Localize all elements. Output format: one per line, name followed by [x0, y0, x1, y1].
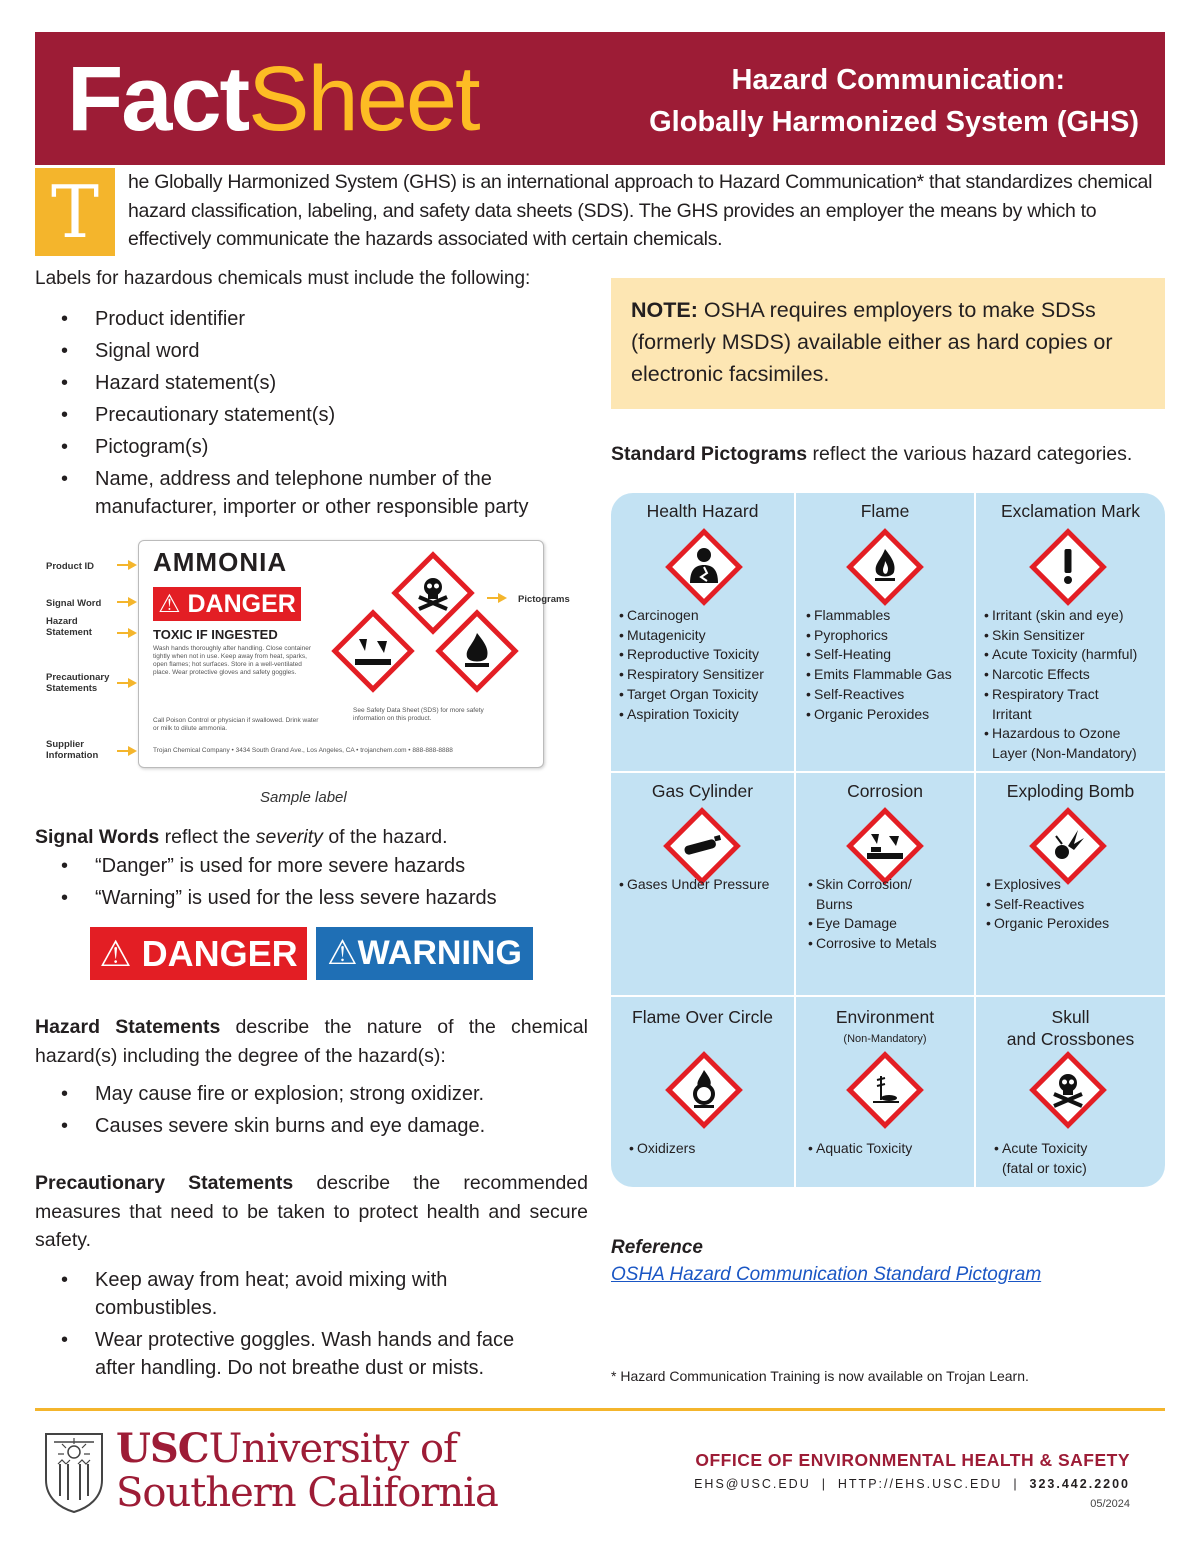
note-box	[611, 278, 1165, 409]
cell-subtitle: (Non-Mandatory)	[843, 1033, 927, 1045]
sample-label-figure	[40, 538, 570, 768]
skull-crossbones-icon	[1028, 1050, 1108, 1130]
callout-arrow	[128, 560, 137, 570]
exploding-bomb-icon	[1028, 806, 1108, 886]
list-item: • Skin Corrosion/	[808, 875, 937, 895]
list-item: • Carcinogen	[619, 606, 764, 626]
cell-list	[986, 875, 1109, 934]
usc-name: University of	[208, 1426, 457, 1472]
label-first-aid: Call Poison Control or physician if swallowed. Drink water or milk to dilute ammonia.	[153, 717, 319, 732]
usc-seal-icon	[40, 1430, 108, 1514]
list-item: • Aquatic Toxicity	[808, 1139, 912, 1159]
list-item: • Product identifier	[35, 305, 595, 333]
pictograms-heading	[611, 443, 1132, 466]
callout-arrow	[128, 678, 137, 688]
sample-label-card	[138, 540, 544, 768]
warning-text: WARNING	[357, 934, 522, 972]
office-name: OFFICE OF ENVIRONMENTAL HEALTH & SAFETY	[695, 1450, 1130, 1470]
heading-text: reflect the	[159, 826, 256, 848]
cell-list	[619, 875, 769, 895]
callout-pictograms: Pictograms	[518, 594, 570, 605]
hazard-statements-list	[35, 1080, 595, 1144]
page-title-line2: Globally Harmonized System (GHS)	[649, 106, 1139, 138]
intro-paragraph: he Globally Harmonized System (GHS) is an international approach to Hazard Communication* that standardizes chemical hazard classification, labeling, and safety data sheets (SDS). The GHS provides an employer the means by which to effectively communicate the hazards associated with certain chemicals.	[128, 171, 1153, 250]
cell-title: Exploding Bomb	[1006, 781, 1135, 801]
list-item: • Self-Heating	[806, 645, 952, 665]
list-item: (fatal or toxic)	[1002, 1159, 1087, 1176]
cell-list	[629, 1139, 695, 1159]
callout-precautionary: Precautionary Statements	[46, 672, 110, 694]
header-banner	[35, 32, 1165, 165]
corrosion-icon	[845, 806, 925, 886]
osha-pictogram-link[interactable]: OSHA Hazard Communication Standard Pictogram	[611, 1264, 1042, 1285]
list-item: • Pyrophorics	[806, 626, 952, 646]
page-title-line1: Hazard Communication:	[731, 64, 1065, 96]
pictogram-cell-flame	[796, 493, 974, 771]
list-item: • Respiratory Tract	[984, 685, 1137, 705]
list-item: • Signal word	[35, 337, 595, 365]
pictogram-cell-exploding-bomb	[976, 773, 1165, 995]
danger-text: DANGER	[141, 933, 298, 974]
precautionary-statements-paragraph	[35, 1169, 588, 1255]
list-item: • Respiratory Sensitizer	[619, 665, 764, 685]
corrosion-icon	[331, 609, 415, 693]
list-item: • Emits Flammable Gas	[806, 665, 952, 685]
list-item: • “Danger” is used for more severe hazards	[35, 852, 595, 880]
cell-list	[808, 1139, 912, 1159]
exclamation-mark-icon	[1028, 527, 1108, 607]
label-hazard-statement: TOXIC IF INGESTED	[153, 627, 278, 642]
environment-icon	[845, 1050, 925, 1130]
list-item: • Gases Under Pressure	[619, 875, 769, 895]
danger-signal-badge: ⚠ DANGER	[90, 927, 307, 980]
paragraph-text: describe the recommended measures that need to be taken to protect health and secure safety.	[35, 1172, 588, 1251]
note-label: NOTE:	[631, 298, 698, 322]
list-item: • May cause fire or explosion; strong oxidizer.	[35, 1080, 595, 1108]
contact-url: HTTP://EHS.USC.EDU	[837, 1477, 1003, 1491]
flame-over-circle-icon	[664, 1050, 744, 1130]
usc-wordmark-line1	[116, 1425, 457, 1472]
note-body: OSHA requires employers to make SDSs (formerly MSDS) available either as hard copies or electronic facsimiles.	[631, 298, 1113, 386]
list-item: • Flammables	[806, 606, 952, 626]
callout-hazard-statement: Hazard Statement	[46, 616, 92, 638]
label-supplier: Trojan Chemical Company • 3434 South Grand Ave., Los Angeles, CA • trojanchem.com • 888-888-8888	[153, 747, 453, 754]
callout-arrow	[128, 628, 137, 638]
list-item: • Target Organ Toxicity	[619, 685, 764, 705]
usc-abbrev: USC	[116, 1425, 209, 1472]
callout-signal-word: Signal Word	[46, 598, 102, 609]
callout-arrow	[128, 597, 137, 607]
gas-cylinder-icon	[662, 806, 742, 886]
list-item: • Self-Reactives	[806, 685, 952, 705]
cell-title: Environment	[835, 1007, 935, 1027]
list-item: • Narcotic Effects	[984, 665, 1137, 685]
list-item: Burns	[816, 895, 853, 912]
list-item: • Name, address and telephone number of the manufacturer, importer or other responsible party	[35, 465, 575, 521]
list-item: • Causes severe skin burns and eye damage.	[35, 1112, 595, 1140]
sample-label-caption: Sample label	[260, 789, 347, 806]
cell-title: and Crossbones	[1006, 1029, 1135, 1049]
cell-title: Flame Over Circle	[632, 1007, 773, 1027]
paragraph-text: describe the nature of the chemical hazard(s) including the degree of the hazard(s):	[35, 1016, 588, 1067]
list-item: • Eye Damage	[808, 914, 937, 934]
list-item: • Self-Reactives	[986, 895, 1109, 915]
pictograms-heading-bold: Standard Pictograms	[611, 443, 808, 465]
heading-text: of the hazard.	[322, 826, 448, 848]
list-item: • Precautionary statement(s)	[35, 401, 595, 429]
cell-title: Corrosion	[847, 781, 923, 801]
health-hazard-icon	[664, 527, 744, 607]
cell-list	[994, 1139, 1087, 1178]
list-item: • Acute Toxicity (harmful)	[984, 645, 1137, 665]
flame-icon	[435, 609, 519, 693]
cell-list	[984, 606, 1137, 764]
pictogram-cell-gas-cylinder	[611, 773, 794, 995]
heading-emphasis: severity	[255, 826, 323, 848]
precautionary-statements-list	[35, 1266, 555, 1386]
heading-text: reflect the various hazard categories.	[807, 443, 1133, 465]
footnote: * Hazard Communication Training is now available on Trojan Learn.	[611, 1368, 1029, 1384]
footer-divider	[35, 1408, 1165, 1411]
callout-product-id: Product ID	[46, 561, 95, 572]
pictogram-cell-corrosion	[796, 773, 974, 995]
pictogram-cell-environment	[796, 997, 974, 1187]
note-text	[631, 294, 1151, 390]
callout-arrow	[128, 746, 137, 756]
brand-sheet: Sheet	[248, 48, 479, 150]
list-item: • Explosives	[986, 875, 1109, 895]
list-item: • Hazardous to Ozone	[984, 724, 1137, 744]
warning-signal-badge: ⚠WARNING	[316, 927, 533, 980]
list-item: • Keep away from heat; avoid mixing with combustibles.	[35, 1266, 495, 1322]
contact-line: EHS@USC.EDU | HTTP://EHS.USC.EDU | 323.442.2200	[694, 1477, 1130, 1491]
callout-arrow	[498, 593, 507, 603]
labels-heading: Labels for hazardous chemicals must include the following:	[35, 268, 531, 289]
factsheet-logo	[67, 44, 479, 154]
pictogram-grid	[611, 493, 1165, 1187]
cell-title: Gas Cylinder	[651, 781, 754, 801]
list-item: • Organic Peroxides	[986, 914, 1109, 934]
list-item: Irritant	[992, 705, 1032, 722]
cell-list	[806, 606, 952, 724]
list-item: • Wear protective goggles. Wash hands and face after handling. Do not breathe dust or mists.	[35, 1326, 545, 1382]
list-item: • Acute Toxicity	[994, 1139, 1087, 1159]
signal-words-heading	[35, 826, 448, 849]
list-item: • Aspiration Toxicity	[619, 705, 764, 725]
signal-words-list	[35, 852, 595, 916]
flame-icon	[845, 527, 925, 607]
list-item: • Mutagenicity	[619, 626, 764, 646]
cell-title: Exclamation Mark	[1000, 501, 1141, 521]
label-sds-note: See Safety Data Sheet (SDS) for more safety information on this product.	[353, 707, 484, 722]
publication-date: 05/2024	[1090, 1498, 1130, 1510]
cell-list	[619, 606, 764, 724]
hazard-statements-heading: Hazard Statements	[35, 1016, 221, 1038]
list-item: • Pictogram(s)	[35, 433, 595, 461]
list-item: • Reproductive Toxicity	[619, 645, 764, 665]
list-item: • Irritant (skin and eye)	[984, 606, 1137, 626]
reference-heading: Reference	[611, 1237, 703, 1258]
list-item: • Corrosive to Metals	[808, 934, 937, 954]
cell-list	[808, 875, 937, 954]
labels-list	[35, 305, 595, 525]
label-product-name: AMMONIA	[153, 547, 288, 577]
list-item: Layer (Non-Mandatory)	[992, 744, 1137, 761]
signal-words-heading-bold: Signal Words	[35, 826, 160, 848]
contact-phone: 323.442.2200	[1029, 1477, 1130, 1491]
cell-title: Skull	[1051, 1007, 1090, 1027]
pictogram-cell-skull-crossbones	[976, 997, 1165, 1187]
list-item: • Oxidizers	[629, 1139, 695, 1159]
label-precautions: Wash hands thoroughly after handling. Close container tightly when not in use. Keep away from heat, sparks, open flames; hot surfaces. Store in a well-ventilated place. Wear protective gloves and safety goggles.	[153, 645, 312, 676]
hazard-statements-paragraph	[35, 1013, 588, 1070]
precautionary-statements-heading: Precautionary Statements	[35, 1172, 294, 1194]
pictogram-cell-flame-over-circle	[611, 997, 794, 1187]
cell-title: Health Hazard	[646, 501, 759, 521]
label-danger-text: DANGER	[187, 590, 296, 618]
list-item: • “Warning” is used for the less severe hazards	[35, 884, 595, 912]
cell-title: Flame	[860, 501, 910, 521]
callout-supplier: Supplier Information	[46, 739, 99, 761]
contact-email: EHS@USC.EDU	[694, 1477, 811, 1491]
list-item: • Organic Peroxides	[806, 705, 952, 725]
intro-dropcap: T	[35, 168, 115, 256]
list-item: • Hazard statement(s)	[35, 369, 595, 397]
list-item: • Skin Sensitizer	[984, 626, 1137, 646]
pictogram-cell-exclamation-mark	[976, 493, 1165, 771]
usc-wordmark-line2: Southern California	[116, 1470, 498, 1516]
label-danger-badge: ⚠ DANGER	[153, 587, 301, 621]
brand-fact: Fact	[67, 48, 249, 150]
pictogram-cell-health-hazard	[611, 493, 794, 771]
